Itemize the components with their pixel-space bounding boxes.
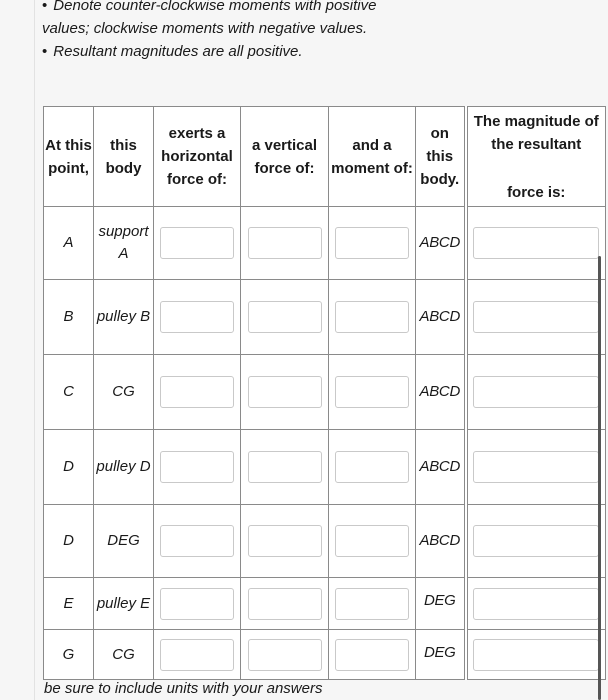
moment-cell (329, 280, 416, 355)
horizontal-force-input[interactable] (160, 451, 234, 483)
vertical-cell (241, 430, 329, 505)
magnitude-input[interactable] (473, 227, 599, 259)
scrollbar[interactable] (598, 256, 601, 700)
vertical-force-input[interactable] (248, 588, 322, 620)
footer-note: be sure to include units with your answers (44, 680, 323, 697)
magnitude-cell (466, 630, 606, 680)
on-body-cell: ABCD (416, 430, 466, 505)
point-cell: E (44, 578, 94, 630)
magnitude-input[interactable] (473, 301, 599, 333)
point-cell: B (44, 280, 94, 355)
table-row (44, 630, 606, 680)
body-cell: pulley D (94, 430, 154, 505)
vertical-cell (241, 355, 329, 430)
table-row (44, 505, 606, 578)
horizontal-force-input[interactable] (160, 525, 234, 557)
magnitude-input[interactable] (473, 525, 599, 557)
on-body-cell: ABCD (416, 355, 466, 430)
instruction-text: Denote counter-clockwise moments with positive values; clockwise moments with negative values. (42, 0, 377, 37)
magnitude-input[interactable] (473, 451, 599, 483)
horizontal-cell (154, 630, 241, 680)
moment-cell (329, 355, 416, 430)
horizontal-force-input[interactable] (160, 588, 234, 620)
on-body-cell: ABCD (416, 505, 466, 578)
vertical-cell (241, 207, 329, 280)
vertical-cell (241, 280, 329, 355)
moment-cell (329, 505, 416, 578)
magnitude-input[interactable] (473, 639, 599, 671)
moment-input[interactable] (335, 301, 409, 333)
vertical-force-input[interactable] (248, 376, 322, 408)
magnitude-input[interactable] (473, 588, 599, 620)
magnitude-input[interactable] (473, 376, 599, 408)
force-table (43, 106, 606, 680)
bullet-icon: • (42, 43, 48, 60)
header-point: At this point, (44, 107, 94, 207)
header-magnitude (466, 107, 606, 207)
vertical-cell (241, 505, 329, 578)
instruction-item (42, 40, 422, 63)
horizontal-force-input[interactable] (160, 301, 234, 333)
horizontal-cell (154, 280, 241, 355)
moment-input[interactable] (335, 376, 409, 408)
header-body: this body (94, 107, 154, 207)
table-row (44, 207, 606, 280)
body-cell: CG (94, 630, 154, 680)
moment-cell (329, 430, 416, 505)
magnitude-cell (466, 280, 606, 355)
point-cell: A (44, 207, 94, 280)
header-vertical: a vertical force of: (241, 107, 329, 207)
moment-cell (329, 578, 416, 630)
magnitude-cell (466, 578, 606, 630)
header-moment: and a moment of: (329, 107, 416, 207)
magnitude-cell (466, 207, 606, 280)
vertical-force-input[interactable] (248, 301, 322, 333)
moment-input[interactable] (335, 639, 409, 671)
bullet-icon: • (42, 0, 48, 14)
on-body-cell: DEG (416, 578, 466, 630)
moment-cell (329, 207, 416, 280)
horizontal-cell (154, 207, 241, 280)
magnitude-cell (466, 505, 606, 578)
on-body-cell: DEG (416, 630, 466, 680)
point-cell: D (44, 430, 94, 505)
instructions (42, 0, 422, 63)
body-cell: pulley B (94, 280, 154, 355)
point-cell: C (44, 355, 94, 430)
moment-input[interactable] (335, 588, 409, 620)
header-row (44, 107, 606, 207)
moment-cell (329, 630, 416, 680)
table-row (44, 355, 606, 430)
header-horizontal: exerts a horizontal force of: (154, 107, 241, 207)
magnitude-cell (466, 355, 606, 430)
on-body-cell: ABCD (416, 280, 466, 355)
instruction-text: Resultant magnitudes are all positive. (53, 43, 303, 60)
moment-input[interactable] (335, 451, 409, 483)
body-cell: support A (94, 207, 154, 280)
vertical-force-input[interactable] (248, 639, 322, 671)
point-cell: D (44, 505, 94, 578)
point-cell: G (44, 630, 94, 680)
horizontal-force-input[interactable] (160, 639, 234, 671)
table-row (44, 578, 606, 630)
vertical-force-input[interactable] (248, 227, 322, 259)
body-cell: pulley E (94, 578, 154, 630)
horizontal-force-input[interactable] (160, 227, 234, 259)
on-body-cell: ABCD (416, 207, 466, 280)
body-cell: CG (94, 355, 154, 430)
magnitude-cell (466, 430, 606, 505)
vertical-force-input[interactable] (248, 525, 322, 557)
body-cell: DEG (94, 505, 154, 578)
vertical-cell (241, 578, 329, 630)
table-row (44, 280, 606, 355)
horizontal-cell (154, 430, 241, 505)
header-magnitude-line2: force is: (507, 184, 566, 201)
vertical-force-input[interactable] (248, 451, 322, 483)
horizontal-cell (154, 355, 241, 430)
header-on-body: on this body. (416, 107, 466, 207)
moment-input[interactable] (335, 525, 409, 557)
horizontal-force-input[interactable] (160, 376, 234, 408)
vertical-cell (241, 630, 329, 680)
horizontal-cell (154, 578, 241, 630)
moment-input[interactable] (335, 227, 409, 259)
table-row (44, 430, 606, 505)
header-magnitude-line1: The magnitude of the resultant (473, 113, 599, 153)
instruction-item (42, 0, 422, 40)
horizontal-cell (154, 505, 241, 578)
